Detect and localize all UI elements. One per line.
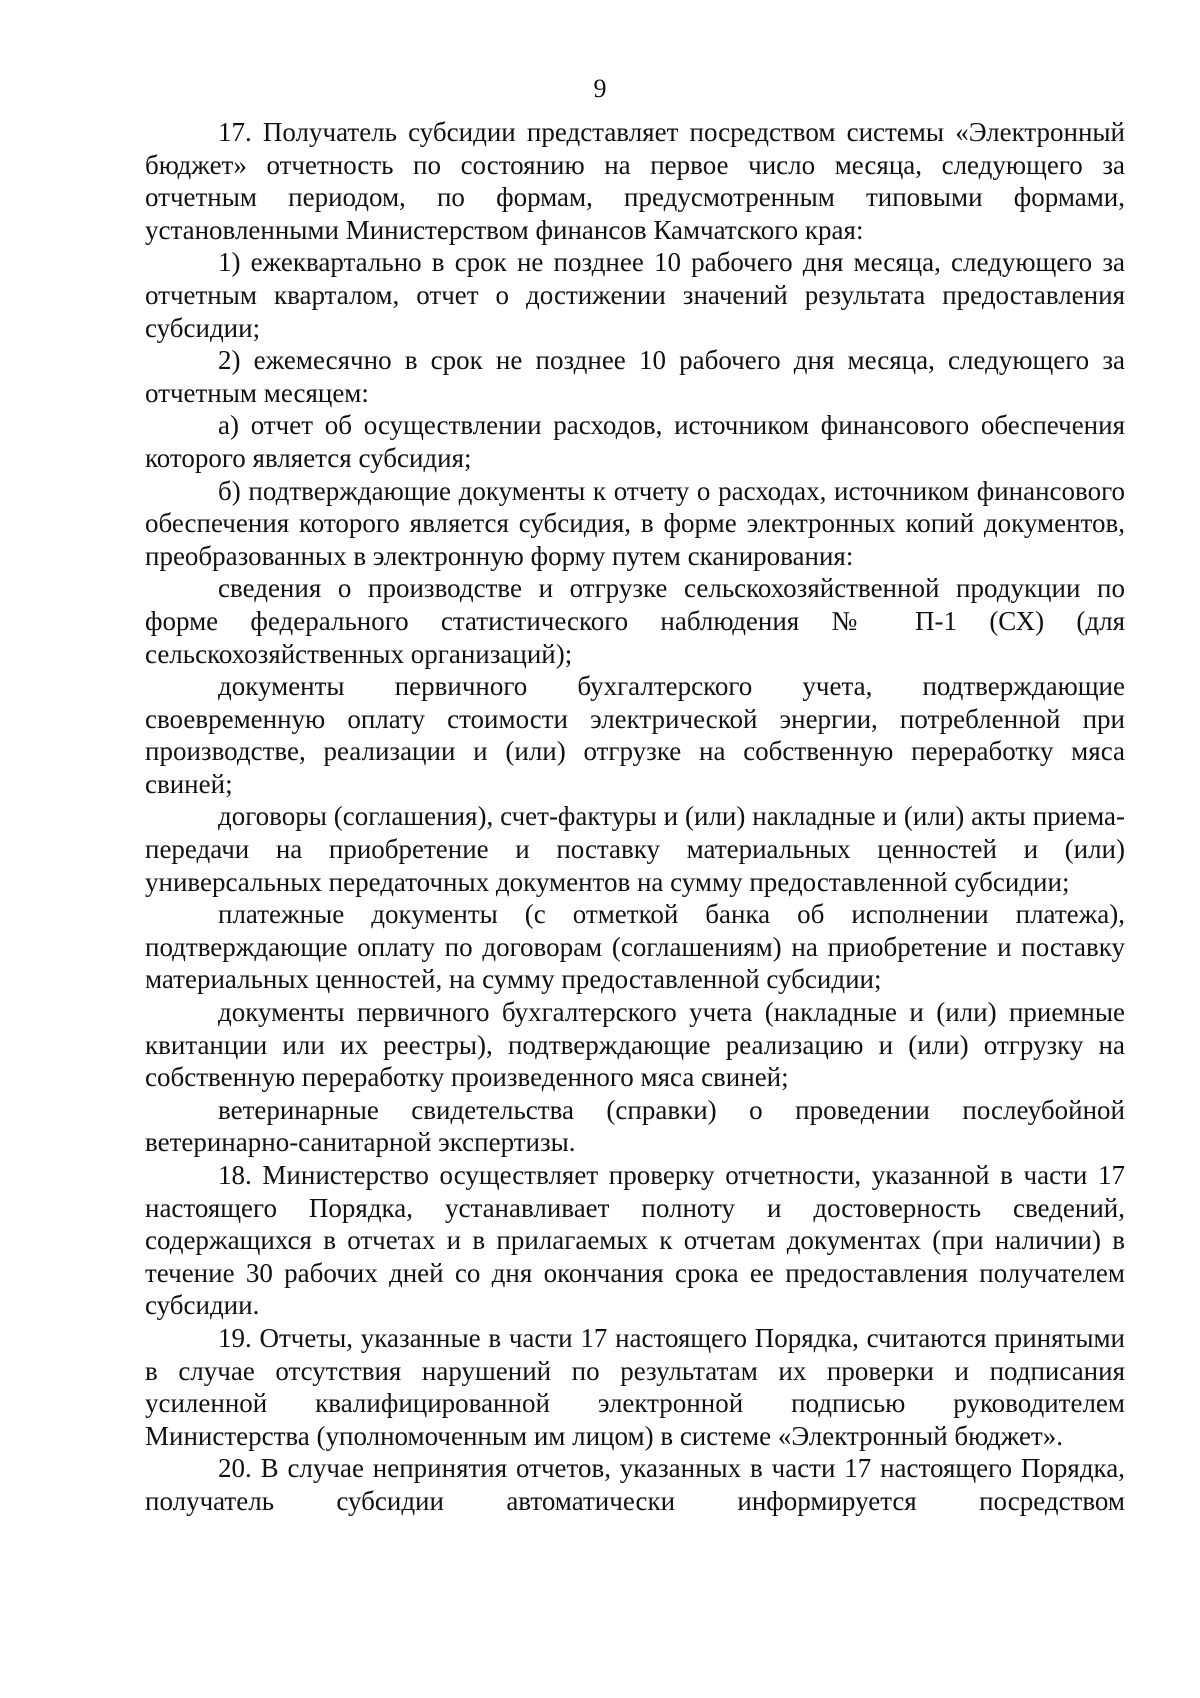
list-item-accounting-documents: документы первичного бухгалтерского учета, подтверждающие своевременную оплату стоимости электрической энергии, потребленной при производстве, реализации и (или) отгрузке на собственную переработку мяса свиней; bbox=[145, 671, 1125, 799]
paragraph-17: 17. Получатель субсидии представляет посредством системы «Электронный бюджет» отчетность по состоянию на первое число месяца, следующего за отчетным периодом, по формам, предусмотренным типовыми формами, установленными Министерством финансов Камчатского края: bbox=[145, 117, 1125, 245]
paragraph-17-item-2a: а) отчет об осуществлении расходов, источником финансового обеспечения которого является субсидия; bbox=[145, 410, 1125, 473]
document-body bbox=[145, 116, 1125, 1518]
list-item-production-info: сведения о производстве и отгрузке сельскохозяйственной продукции по форме федерального статистического наблюдения № П-1 (СХ) (для сельскохозяйственных организаций); bbox=[145, 573, 1125, 669]
paragraph-18: 18. Министерство осуществляет проверку отчетности, указанной в части 17 настоящего Порядка, устанавливает полноту и достоверность сведений, содержащихся в отчетах и в прилагаемых к отчетам документах (при наличии) в течение 30 рабочих дней со дня окончания срока ее предоставления получателем субсидии. bbox=[145, 1160, 1125, 1321]
paragraph-20: 20. В случае непринятия отчетов, указанных в части 17 настоящего Порядка, получатель субсидии автоматически информируется посредством bbox=[145, 1453, 1125, 1516]
list-item-accounting-receipts: документы первичного бухгалтерского учета (накладные и (или) приемные квитанции или их реестры), подтверждающие реализацию и (или) отгрузку на собственную переработку произведенного мяса свиней; bbox=[145, 997, 1125, 1093]
paragraph-19: 19. Отчеты, указанные в части 17 настоящего Порядка, считаются принятыми в случае отсутствия нарушений по результатам их проверки и подписания усиленной квалифицированной электронной подписью руководителем Министерства (уполномоченным им лицом) в системе «Электронный бюджет». bbox=[145, 1322, 1125, 1451]
paragraph-17-item-1: 1) ежеквартально в срок не позднее 10 рабочего дня месяца, следующего за отчетным кварталом, отчет о достижении значений результата предоставления субсидии; bbox=[145, 247, 1125, 343]
list-item-veterinary-certificates: ветеринарные свидетельства (справки) о проведении послеубойной ветеринарно-санитарной экспертизы. bbox=[145, 1094, 1125, 1158]
list-item-contracts: договоры (соглашения), счет-фактуры и (или) накладные и (или) акты приема-передачи на приобретение и поставку материальных ценностей и (или) универсальных передаточных документов на сумму предоставленной субсидии; bbox=[145, 801, 1125, 897]
paragraph-17-item-2: 2) ежемесячно в срок не позднее 10 рабочего дня месяца, следующего за отчетным месяцем: bbox=[145, 345, 1125, 408]
paragraph-17-item-2b: б) подтверждающие документы к отчету о расходах, источником финансового обеспечения которого является субсидия, в форме электронных копий документов, преобразованных в электронную форму путем сканирования: bbox=[145, 475, 1125, 571]
list-item-payment-documents: платежные документы (с отметкой банка об исполнении платежа), подтверждающие оплату по договорам (соглашениям) на приобретение и поставку материальных ценностей, на сумму предоставленной субсидии; bbox=[145, 899, 1125, 995]
page-number: 9 bbox=[593, 74, 607, 103]
